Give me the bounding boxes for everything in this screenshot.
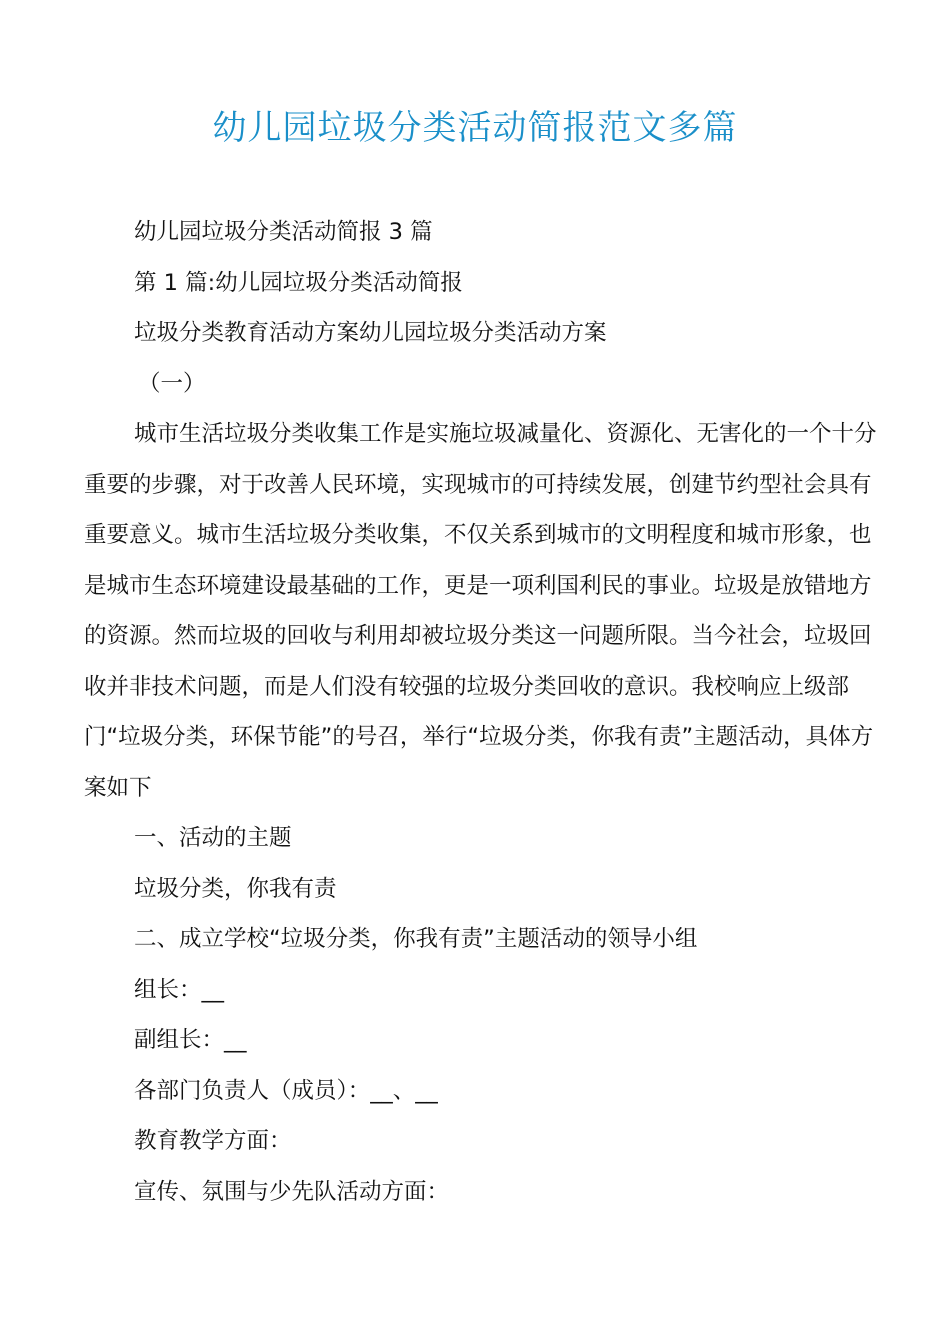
document-title: 幼儿园垃圾分类活动简报范文多篇 [212, 108, 738, 148]
document-body [84, 207, 884, 1217]
paragraph-leader: 组长：__ [134, 976, 225, 1003]
paragraph-plan-heading: 垃圾分类教育活动方案幼儿园垃圾分类活动方案 [134, 320, 607, 346]
paragraph-members: 各部门负责人（成员）：__、__ [134, 1077, 438, 1104]
paragraph-teaching: 教育教学方面： [134, 1128, 292, 1154]
paragraph-theme-heading: 一、活动的主题 [134, 825, 292, 851]
paragraph-chapter-heading: 第 1 篇:幼儿园垃圾分类活动简报 [134, 269, 463, 296]
paragraph-deputy-leader: 副组长：__ [134, 1027, 247, 1053]
paragraph-publicity: 宣传、氛围与少先队活动方面： [134, 1178, 450, 1205]
paragraph-section-number: （一） [138, 370, 206, 397]
paragraph-intro: 城市生活垃圾分类收集工作是实施垃圾减量化、资源化、无害化的一个十分重要的步骤，对于改善人民环境，实现城市的可持续发展，创建节约型社会具有重要意义。城市生活垃圾分类收集，不仅关系到城市的文明程度和城市形象，也是城市生态环境建设最基础的工作，更是一项利国利民的事业。垃圾是放错地方的资源。然而垃圾的回收与利用却被垃圾分类这一问题所限。当今社会，垃圾回收并非技术问题，而是人们没有较强的垃圾分类回收的意识。我校响应上级部门“垃圾分类，环保节能”的号召，举行“垃圾分类，你我有责”主题活动，具体方案如下 [84, 421, 877, 801]
paragraph-subtitle: 幼儿园垃圾分类活动简报 3 篇 [134, 219, 433, 245]
paragraph-theme: 垃圾分类，你我有责 [134, 875, 337, 902]
paragraph-group-heading: 二、成立学校“垃圾分类，你我有责”主题活动的领导小组 [134, 926, 698, 952]
